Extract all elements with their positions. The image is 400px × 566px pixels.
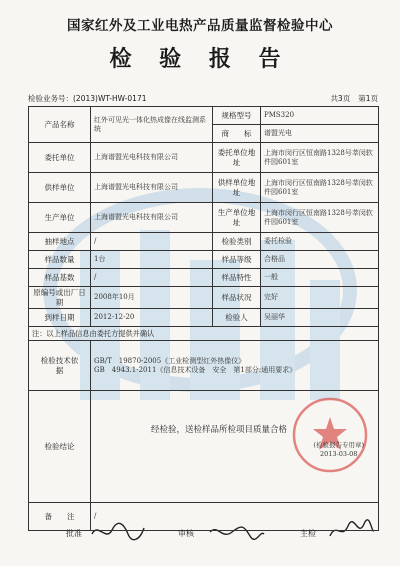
inspector-label: 检验人 xyxy=(213,309,261,327)
inspector-value: 吴丽华 xyxy=(261,309,379,327)
report-table xyxy=(28,106,379,531)
sample-grade-label: 样品等级 xyxy=(213,251,261,269)
trademark-value: 谱盟光电 xyxy=(261,125,379,143)
official-seal-icon xyxy=(290,395,370,475)
report-meta xyxy=(28,93,378,104)
sample-info-note: 注：以上样品信息由委托方提供并确认 xyxy=(29,327,379,341)
sampling-place-value: / xyxy=(91,233,213,251)
sample-base-label: 样品基数 xyxy=(29,269,91,287)
total-pages: 共3页 xyxy=(330,94,351,103)
organization-title: 国家红外及工业电热产品质量监督检验中心 xyxy=(67,18,333,34)
approve-label: 批准 xyxy=(66,529,82,538)
test-type-value: 委托检验 xyxy=(261,233,379,251)
client-address-value: 上海市闵行区恒南路1328号莘闵软件园601室 xyxy=(261,143,379,173)
serial-label: 检验业务号： xyxy=(28,94,73,103)
conclusion-label: 检验结论 xyxy=(29,391,91,503)
client-value: 上海谱盟光电科技有限公司 xyxy=(91,143,213,173)
remark-label: 备 注 xyxy=(29,503,91,531)
sample-base-value: / xyxy=(91,269,213,287)
producer-value: 上海谱盟光电科技有限公司 xyxy=(91,203,213,233)
producer-address-value: 上海市闵行区恒南路1328号莘闵软件园601室 xyxy=(261,203,379,233)
conclusion-text: 经检验，送检样品所检项目质量合格 xyxy=(151,425,288,435)
test-basis-line-2: GB 4943.1-2011《信息技术设备 安全 第1部分:通用要求》 xyxy=(94,365,297,374)
sample-qty-label: 样品数量 xyxy=(29,251,91,269)
sample-feature-value: 一般 xyxy=(261,269,379,287)
report-title: 检 验 报 告 xyxy=(109,47,291,72)
sample-qty-value: 1台 xyxy=(91,251,213,269)
serial-value: (2013)WT-HW-0171 xyxy=(73,94,147,103)
conclusion-cell xyxy=(91,391,379,503)
sample-grade-value: 合格品 xyxy=(261,251,379,269)
sample-status-label: 样品状况 xyxy=(213,287,261,309)
producer-address-label: 生产单位地 址 xyxy=(213,203,261,233)
batch-label: 原编号或出厂日期 xyxy=(29,287,91,309)
arrival-date-value: 2012-12-20 xyxy=(91,309,213,327)
seal-note-text: (检验报告专用章) xyxy=(313,441,364,449)
client-address-label: 委托单位地 址 xyxy=(213,143,261,173)
spec-value: PMS320 xyxy=(261,107,379,125)
supplier-address-label: 供样单位地 址 xyxy=(213,173,261,203)
supplier-address-value: 上海市闵行区恒南路1328号莘闵软件园601室 xyxy=(261,173,379,203)
client-label: 委托单位 xyxy=(29,143,91,173)
batch-value: 2008年10月 xyxy=(91,287,213,309)
supplier-value: 上海谱盟光电科技有限公司 xyxy=(91,173,213,203)
seal-note xyxy=(313,441,364,459)
producer-label: 生产单位 xyxy=(29,203,91,233)
supplier-label: 供样单位 xyxy=(29,173,91,203)
trademark-label: 商 标 xyxy=(213,125,261,143)
product-name-label: 产品名称 xyxy=(29,107,91,143)
seal-date: 2013-03-08 xyxy=(319,450,358,459)
sample-status-value: 完好 xyxy=(261,287,379,309)
arrival-date-label: 到样日期 xyxy=(29,309,91,327)
test-type-label: 检验类别 xyxy=(213,233,261,251)
test-basis-line-1: GB/T 19870-2005《工业检测型红外热像仪》 xyxy=(94,356,246,365)
review-label: 审核 xyxy=(178,529,194,538)
sampling-place-label: 抽样地点 xyxy=(29,233,91,251)
check-label: 主检 xyxy=(300,529,316,538)
product-name-value: 红外可见光一体化热成像在线监测系统 xyxy=(91,107,213,143)
page-number: 第1页 xyxy=(358,94,378,103)
test-basis-label: 检验技术依 据 xyxy=(29,341,91,391)
spec-label: 规格型号 xyxy=(213,107,261,125)
test-basis-value xyxy=(91,341,379,391)
sample-feature-label: 样品特性 xyxy=(213,269,261,287)
remark-value: / xyxy=(91,503,379,531)
